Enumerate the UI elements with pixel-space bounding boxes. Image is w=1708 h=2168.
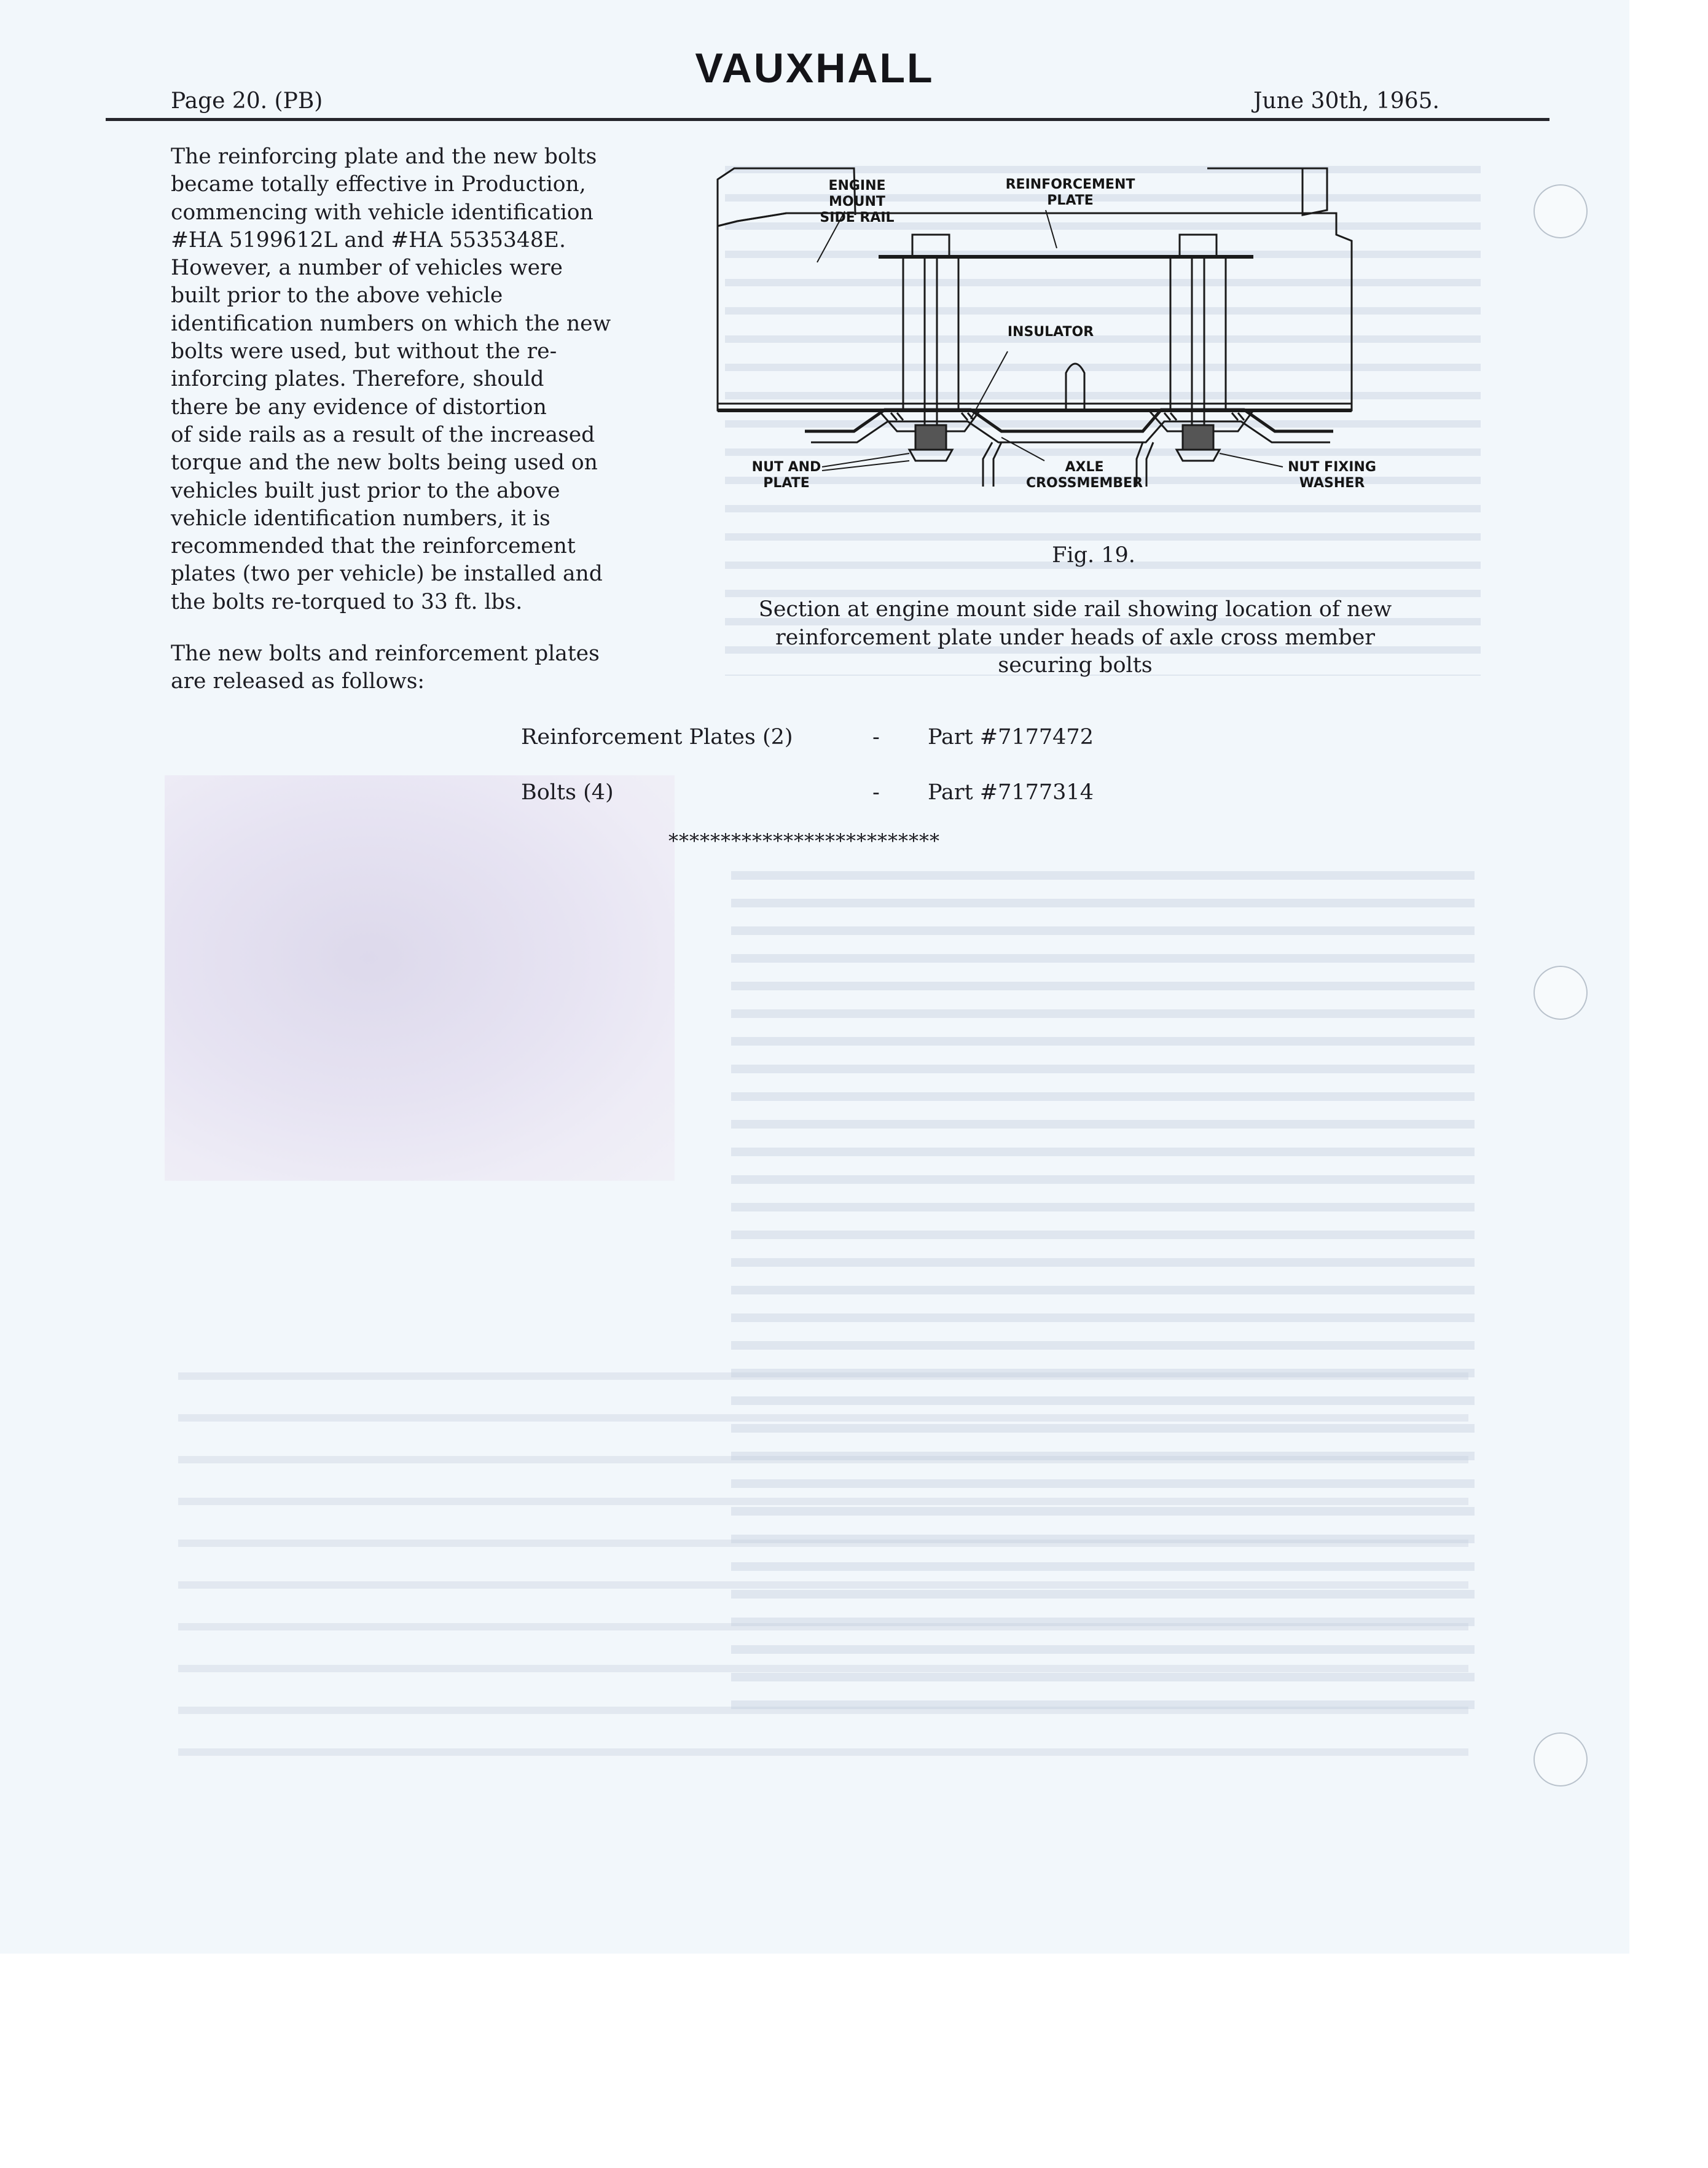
bleed-through-text (178, 1352, 1468, 1769)
section-separator: ************************** (668, 829, 940, 853)
fig-label-insulator: INSULATOR (1007, 324, 1094, 340)
fig-label-nut-and-plate: NUT AND PLATE (751, 460, 821, 491)
figure-number: Fig. 19. (1052, 543, 1135, 568)
page-reference: Page 20. (PB) (171, 88, 323, 114)
fig19-diagram (713, 167, 1395, 491)
figure-caption: Section at engine mount side rail showing location of new reinforcement plate under heads of axle cross member securing bolts (758, 597, 1392, 678)
bleed-through-photo (165, 775, 675, 1181)
issue-date: June 30th, 1965. (1253, 88, 1440, 114)
brand-title: VAUXHALL (695, 45, 934, 92)
punch-hole-bottom (1534, 1732, 1588, 1786)
part-name: Bolts (4) (521, 780, 614, 805)
part-dash: - (872, 780, 880, 805)
body-paragraph-2: The new bolts and reinforcement plates are released as follows: (171, 641, 600, 694)
fig-label-axle-crossmember: AXLE CROSSMEMBER (1025, 460, 1143, 491)
body-paragraph-1: The reinforcing plate and the new bolts became totally effective in Production, commencing with vehicle identification #HA 5199612L and #HA 5535348E. However, a number of vehicles were built prior to the above vehicle identification numbers on which the new bolts were used, but without the re- inforcing plates. Therefore, should there be any evidence of distortion of side rails as a result of the increased torque and the new bolts being used on vehicles built just prior to the above vehicle identification numbers, it is recommended that the reinforcement plates (two per vehicle) be installed and the bolts re-torqued to 33 ft. lbs. (171, 144, 611, 614)
part-number: Part #7177314 (928, 780, 1094, 805)
header-rule (106, 118, 1549, 121)
part-name: Reinforcement Plates (2) (521, 725, 793, 749)
fig-label-nut-fixing-washer: NUT FIXING WASHER (1288, 460, 1376, 491)
part-dash: - (872, 725, 880, 749)
fig-label-reinforcement-plate: REINFORCEMENT PLATE (1005, 177, 1135, 208)
punch-hole-middle (1534, 966, 1588, 1020)
fig-label-engine-mount: ENGINE MOUNT SIDE RAIL (820, 178, 895, 225)
punch-hole-top (1534, 184, 1588, 238)
part-number: Part #7177472 (928, 725, 1094, 749)
